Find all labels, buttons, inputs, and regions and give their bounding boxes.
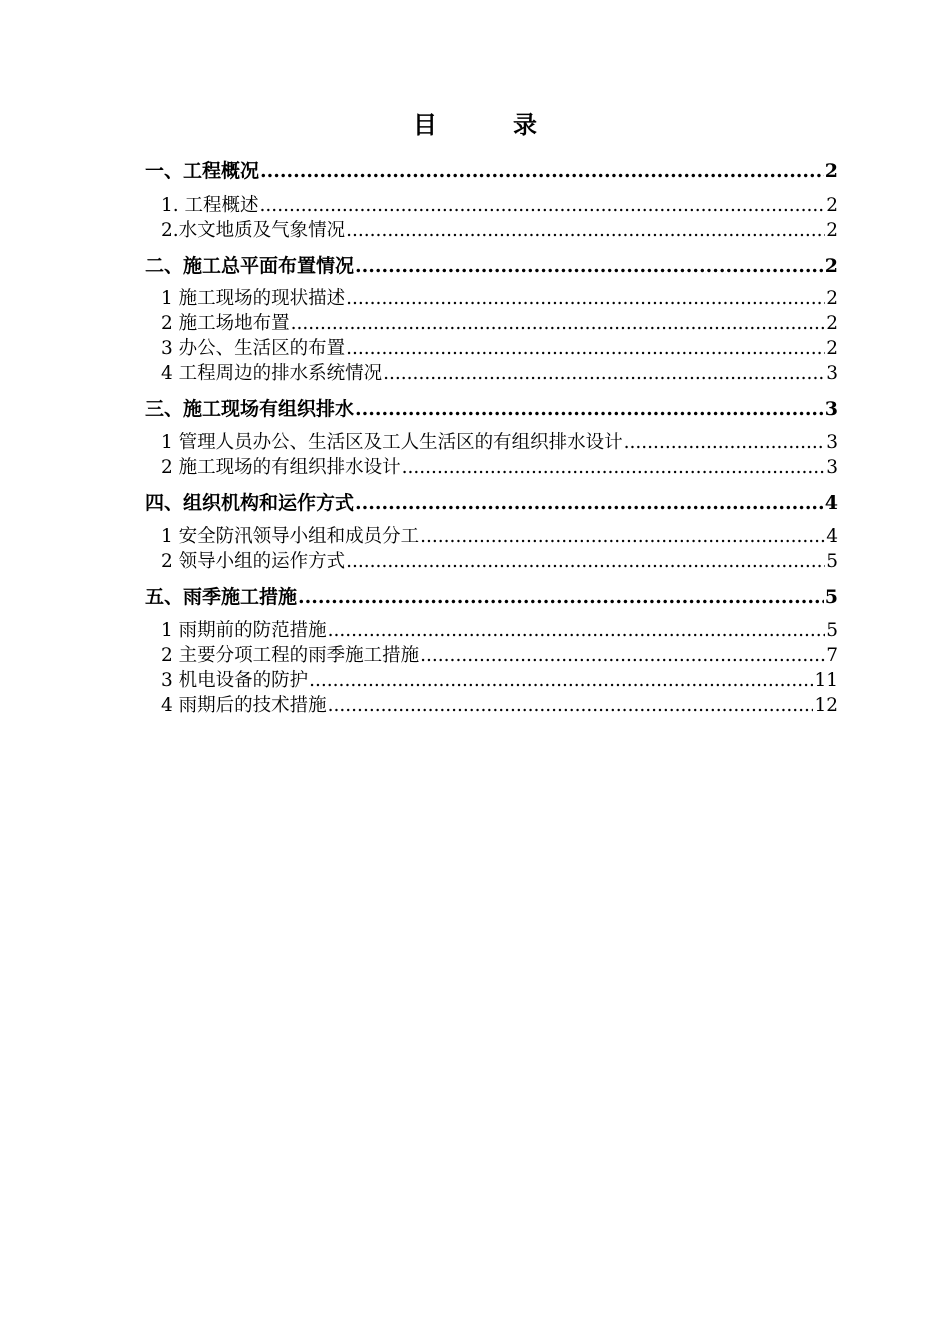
toc-section-entry[interactable] <box>145 396 838 422</box>
toc-entry-label: 1. 工程概述 <box>161 195 259 216</box>
toc-dot-leader <box>402 455 826 481</box>
toc-dot-leader <box>624 430 826 456</box>
toc-page-number: 5 <box>824 586 838 608</box>
toc-dot-leader <box>260 158 824 184</box>
toc-page-number: 2 <box>824 160 838 182</box>
toc-page-number: 5 <box>826 620 838 641</box>
toc-dot-leader <box>383 361 825 387</box>
toc-page-number: 2 <box>826 288 838 309</box>
toc-subsection-entry[interactable] <box>145 524 838 550</box>
toc-page-number: 4 <box>826 526 838 547</box>
toc-dot-leader <box>328 618 826 644</box>
toc-section-entry[interactable] <box>145 158 838 184</box>
toc-page-number: 5 <box>826 551 838 572</box>
toc-page-number: 3 <box>826 363 838 384</box>
toc-dot-leader <box>346 286 825 312</box>
toc-page-number: 4 <box>824 492 838 514</box>
toc-subsection-entry[interactable] <box>145 693 838 719</box>
toc-entry-label: 1 安全防汛领导小组和成员分工 <box>161 526 420 547</box>
toc-dot-leader <box>355 253 824 279</box>
toc-page-number: 2 <box>826 313 838 334</box>
toc-entry-label: 1 雨期前的防范措施 <box>161 620 327 641</box>
toc-dot-leader <box>328 693 814 719</box>
toc-entry-label: 4 雨期后的技术措施 <box>161 695 327 716</box>
toc-subsection-entry[interactable] <box>145 618 838 644</box>
toc-entry-label: 2 领导小组的运作方式 <box>161 551 346 572</box>
toc-dot-leader <box>346 336 825 362</box>
toc-dot-leader <box>355 490 824 516</box>
toc-section-entry[interactable] <box>145 253 838 279</box>
toc-subsection-entry[interactable] <box>145 361 838 387</box>
toc-page-number: 2 <box>826 220 838 241</box>
toc-dot-leader <box>260 193 826 219</box>
toc-subsection-entry[interactable] <box>145 643 838 669</box>
toc-dot-leader <box>346 218 825 244</box>
toc-entry-label: 一、工程概况 <box>145 160 260 182</box>
toc-entry-label: 2 施工场地布置 <box>161 313 290 334</box>
toc-entry-label: 1 施工现场的现状描述 <box>161 288 346 309</box>
toc-page-number: 3 <box>826 457 838 478</box>
toc-dot-leader <box>346 549 825 575</box>
toc-page-number: 2 <box>826 338 838 359</box>
toc-entry-label: 三、施工现场有组织排水 <box>145 398 355 420</box>
toc-subsection-entry[interactable] <box>145 218 838 244</box>
toc-entry-label: 2.水文地质及气象情况 <box>161 220 346 241</box>
toc-dot-leader <box>291 311 826 337</box>
toc-page-number: 2 <box>824 255 838 277</box>
toc-subsection-entry[interactable] <box>145 193 838 219</box>
toc-subsection-entry[interactable] <box>145 455 838 481</box>
toc-entry-label: 4 工程周边的排水系统情况 <box>161 363 383 384</box>
toc-entry-label: 3 机电设备的防护 <box>161 670 309 691</box>
toc-subsection-entry[interactable] <box>145 286 838 312</box>
toc-entry-label: 2 施工现场的有组织排水设计 <box>161 457 401 478</box>
toc-page-number: 7 <box>826 645 838 666</box>
toc-entry-label: 1 管理人员办公、生活区及工人生活区的有组织排水设计 <box>161 432 623 453</box>
toc-section-entry[interactable] <box>145 490 838 516</box>
toc-section-entry[interactable] <box>145 584 838 610</box>
toc-entry-label: 3 办公、生活区的布置 <box>161 338 346 359</box>
toc-dot-leader <box>420 643 825 669</box>
toc-dot-leader <box>309 668 813 694</box>
toc-page-number: 2 <box>826 195 838 216</box>
toc-entry-label: 五、雨季施工措施 <box>145 586 298 608</box>
toc-dot-leader <box>355 396 824 422</box>
toc-subsection-entry[interactable] <box>145 430 838 456</box>
toc-subsection-entry[interactable] <box>145 311 838 337</box>
toc-title: 目 录 <box>413 110 563 139</box>
toc-entry-label: 二、施工总平面布置情况 <box>145 255 355 277</box>
toc-dot-leader <box>298 584 824 610</box>
toc-entry-label: 四、组织机构和运作方式 <box>145 492 355 514</box>
toc-subsection-entry[interactable] <box>145 549 838 575</box>
toc-subsection-entry[interactable] <box>145 668 838 694</box>
toc-entry-label: 2 主要分项工程的雨季施工措施 <box>161 645 420 666</box>
toc-subsection-entry[interactable] <box>145 336 838 362</box>
toc-page-number: 11 <box>814 670 838 691</box>
toc-page-number: 12 <box>814 695 838 716</box>
toc-page-number: 3 <box>826 432 838 453</box>
toc-dot-leader <box>420 524 825 550</box>
toc-page-number: 3 <box>824 398 838 420</box>
